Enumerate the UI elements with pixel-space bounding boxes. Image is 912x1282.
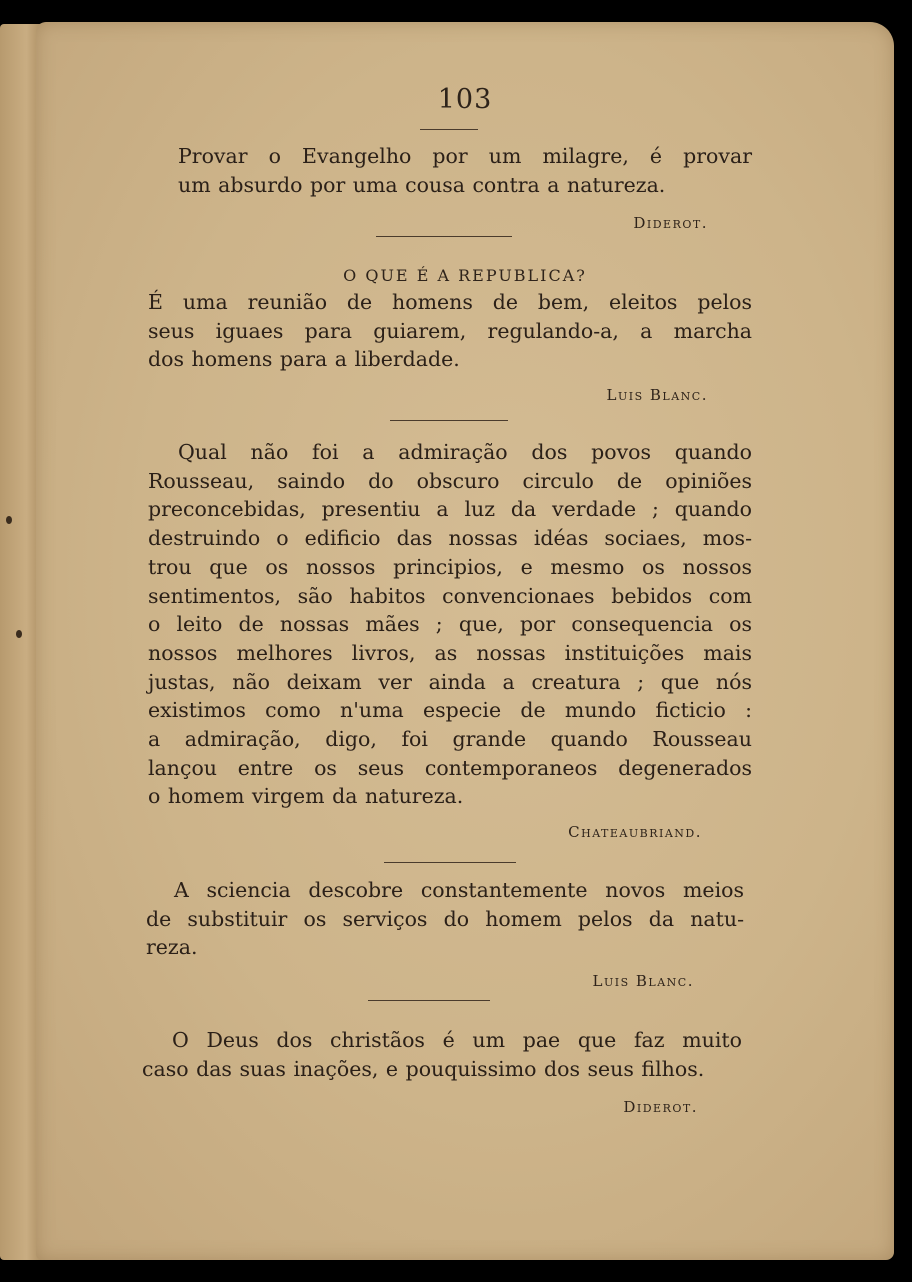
text-line: reza.: [146, 935, 198, 960]
text-line: O Deus dos christãos é um pae que faz muito: [172, 1028, 742, 1052]
separator-rule: [376, 236, 512, 237]
page-number-rule: [420, 129, 478, 130]
text-line: um absurdo por uma cousa contra a natureza.: [178, 172, 666, 197]
text-line: preconcebidas, presentiu a luz da verdade ; quando: [148, 497, 752, 522]
separator-rule: [390, 420, 508, 421]
text-line: nossos melhores livros, as nossas instituições mais: [148, 640, 752, 665]
text-line: justas, não deixam ver ainda a creatura ; que nós: [148, 669, 752, 694]
text-line: seus iguaes para guiarem, regulando-a, a marcha: [148, 318, 752, 343]
text-line: Qual não foi a admiração dos povos quando: [178, 440, 752, 464]
binding-mark: [6, 516, 12, 524]
quote-5-author: Diderot.: [623, 1098, 698, 1116]
text-line: trou que os nossos principios, e mesmo os nossos: [148, 554, 752, 579]
quote-2-heading: O QUE É A REPUBLICA?: [343, 266, 587, 285]
quote-2-text: [148, 288, 752, 374]
separator-rule: [368, 1000, 490, 1001]
quote-2-author: Luis Blanc.: [606, 386, 708, 404]
text-line: dos homens para a liberdade.: [148, 347, 460, 372]
text-line: Rousseau, saindo do obscuro circulo de opiniões: [148, 468, 752, 493]
quote-3-author: Chateaubriand.: [568, 823, 702, 841]
text-line: de substituir os serviços do homem pelos da natu-: [146, 906, 744, 931]
quote-3-text: [148, 438, 752, 811]
text-line: A sciencia descobre constantemente novos meios: [174, 878, 744, 902]
text-line: existimos como n'uma especie de mundo ficticio :: [148, 698, 752, 723]
text-line: Provar o Evangelho por um milagre, é provar: [178, 144, 752, 168]
text-line: lançou entre os seus contemporaneos degenerados: [148, 755, 752, 780]
text-line: É uma reunião de homens de bem, eleitos pelos: [148, 290, 752, 314]
binding-mark: [16, 630, 22, 638]
text-line: a admiração, digo, foi grande quando Rousseau: [148, 727, 752, 752]
book-page: [36, 22, 894, 1260]
separator-rule: [384, 862, 516, 863]
quote-1-author: Diderot.: [633, 214, 708, 232]
quote-4-author: Luis Blanc.: [592, 972, 694, 990]
quote-5-text: [142, 1026, 742, 1083]
text-line: destruindo o edificio das nossas idéas sociaes, mos-: [148, 526, 752, 551]
page-number: 103: [437, 84, 493, 115]
text-line: o leito de nossas mães ; que, por consequencia os: [148, 612, 752, 637]
text-line: o homem virgem da natureza.: [148, 784, 464, 809]
quote-4-text: [146, 876, 744, 962]
text-line: caso das suas inações, e pouquissimo dos seus filhos.: [142, 1056, 705, 1081]
quote-1-text: [178, 142, 752, 199]
text-line: sentimentos, são habitos convencionaes bebidos com: [148, 583, 752, 608]
